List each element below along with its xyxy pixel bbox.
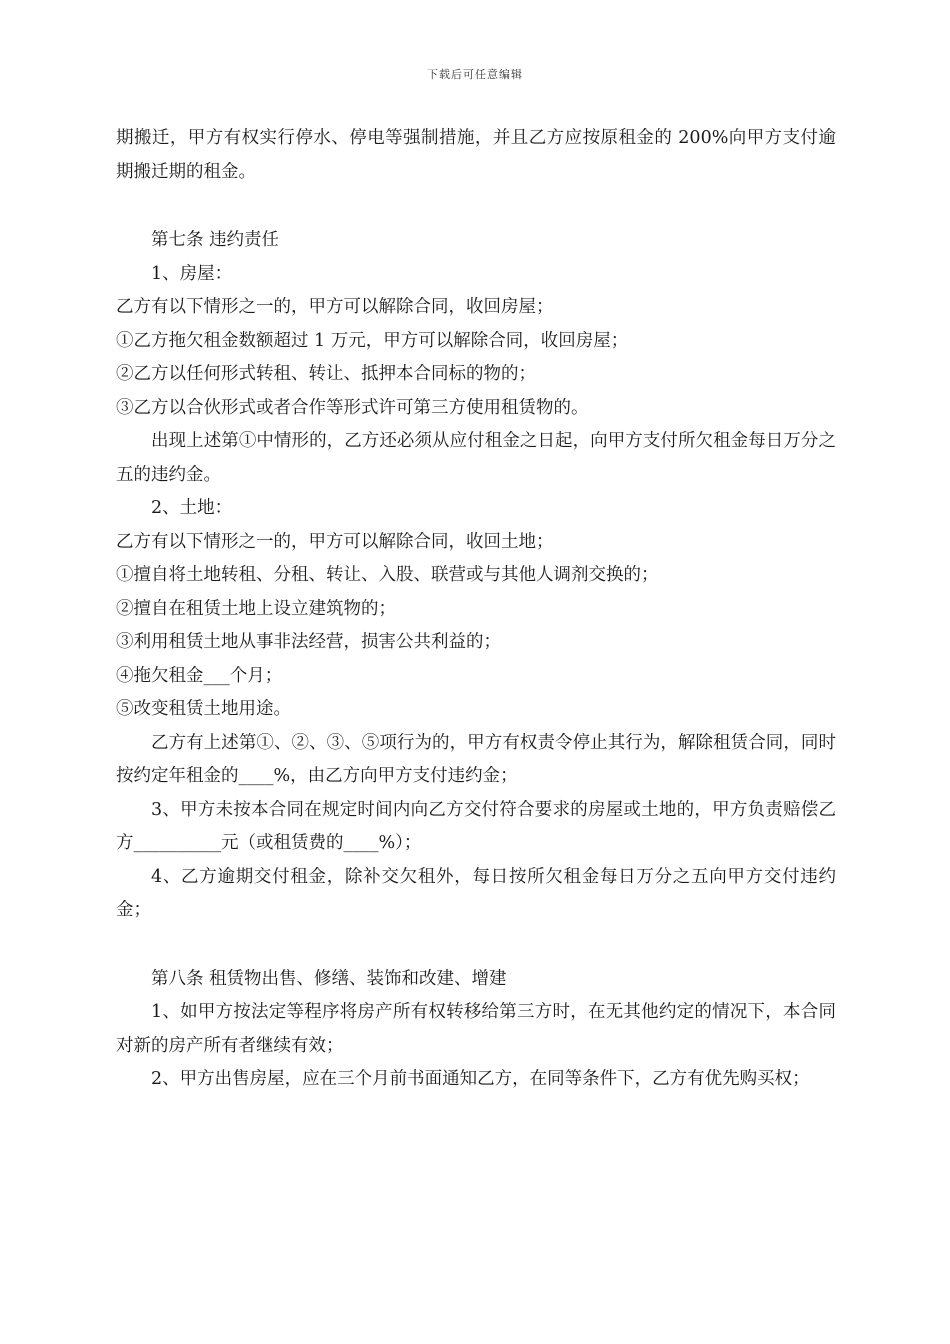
paragraph-overdue-relocation: 期搬迁，甲方有权实行停水、停电等强制措施，并且乙方应按原租金的 200%向甲方支付逾期搬迁期的租金。	[116, 128, 836, 182]
clause-land-intro: 乙方有以下情形之一的，甲方可以解除合同，收回土地；	[116, 531, 554, 552]
article-8-clause-2: 2、甲方出售房屋，应在三个月前书面通知乙方，在同等条件下，乙方有优先购买权；	[151, 1069, 810, 1089]
section-gap	[116, 189, 836, 224]
clause-4-late-payment: 4、乙方逾期交付租金，除补交欠租外，每日按所欠租金每日万分之五向甲方交付违约金；	[116, 866, 836, 920]
clause-house-item-3: ③乙方以合伙形式或者合作等形式许可第三方使用租赁物的。	[116, 397, 589, 418]
page-header: 下载后可任意编辑	[427, 68, 523, 81]
clause-3-compensation: 3、甲方未按本合同在规定时间内向乙方交付符合要求的房屋或土地的，甲方负责赔偿乙方__________元（或租赁费的____%）；	[116, 799, 836, 853]
article-8-clause-1: 1、如甲方按法定等程序将房产所有权转移给第三方时，在无其他约定的情况下，本合同对新的房产所有者继续有效；	[116, 1002, 836, 1056]
clause-land-penalty-note: 乙方有上述第①、②、③、⑤项行为的，甲方有权责令停止其行为，解除租赁合同，同时按约定年租金的____%，由乙方向甲方支付违约金；	[116, 732, 836, 786]
clause-land-item-4: ④拖欠租金___个月；	[116, 665, 283, 686]
clause-house-item-2: ②乙方以任何形式转租、转让、抵押本合同标的物的；	[116, 364, 536, 384]
document-body	[116, 122, 836, 1097]
clause-land-heading: 2、土地：	[151, 498, 233, 518]
clause-house-item-1: ①乙方拖欠租金数额超过 1 万元，甲方可以解除合同，收回房屋；	[116, 330, 629, 351]
clause-house-heading: 1、房屋：	[151, 263, 233, 284]
clause-land-item-3: ③利用租赁土地从事非法经营，损害公共利益的；	[116, 632, 501, 652]
article-7-title: 第七条 违约责任	[151, 230, 280, 250]
clause-house-penalty-note: 出现上述第①中情形的，乙方还必须从应付租金之日起，向甲方支付所欠租金每日万分之五的违约金。	[116, 431, 836, 485]
clause-house-intro: 乙方有以下情形之一的，甲方可以解除合同，收回房屋；	[116, 297, 554, 317]
article-8-title: 第八条 租赁物出售、修缮、装饰和改建、增建	[151, 968, 507, 989]
section-gap	[116, 928, 836, 963]
clause-land-item-5: ⑤改变租赁土地用途。	[116, 699, 291, 719]
clause-land-item-1: ①擅自将土地转租、分租、转让、入股、联营或与其他人调剂交换的；	[116, 565, 659, 585]
clause-land-item-2: ②擅自在租赁土地上设立建筑物的；	[116, 598, 396, 619]
